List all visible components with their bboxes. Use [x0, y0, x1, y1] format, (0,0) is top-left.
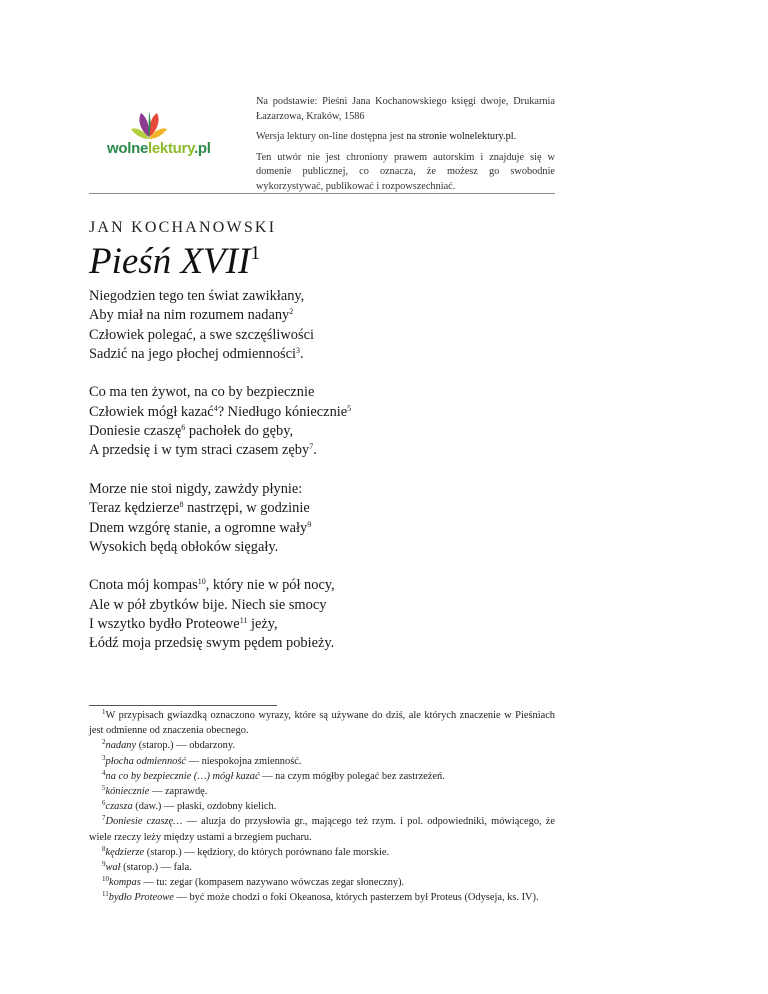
poem-line: Doniesie czaszę$^6$ pachołek do gęby,	[89, 423, 294, 440]
stanza	[89, 383, 549, 460]
author: JAN KOCHANOWSKI	[89, 219, 277, 236]
footnote	[89, 784, 555, 799]
footnote-term: na co by bezpiecznie (…) mógł kazać	[105, 770, 260, 782]
footnote-text: — być może chodzi o foki Okeanosa, których pasterzem był Proteus (Odyseja, ks. IV).	[173, 892, 539, 904]
footnote-ref[interactable]: 3	[296, 345, 301, 355]
footnote-ref[interactable]: 8	[179, 500, 184, 510]
footnote-text: — aluzja do przysłowia gr., mającego też rzym. i pol. odpowiedniki, mówiącego, że wiele rzeczy leży między ustami a brzegiem pucharu.	[89, 816, 555, 843]
poem-line: Wysokich będą obłoków sięgały.	[89, 538, 279, 555]
poem-line: Teraz kędzierze$^8$ nastrzępi, w godzinie	[89, 500, 310, 517]
stanza	[89, 480, 549, 557]
footnote-number: 6	[102, 799, 106, 808]
footnote-number: 11	[102, 890, 109, 899]
footnote-number: 5	[102, 784, 106, 793]
footnote-number: 3	[102, 753, 106, 762]
stanza	[89, 576, 549, 653]
footnote-text: — zaprawdę.	[149, 786, 208, 798]
poem-line: Ale w pół zbytków bije. Niech sie smocy	[89, 596, 327, 613]
poem-line: Niegodzien tego ten świat zawikłany,	[89, 288, 305, 304]
footnote-ref[interactable]: 7	[309, 442, 314, 452]
license-text: Ten utwór nie jest chroniony prawem autorskim i znajduje się w domenie publicznej, co oznacza, że możesz go swobodnie wykorzystywać, publikować i rozpowszechniać.	[256, 151, 555, 192]
footnote-text: (starop.) — obdarzony.	[136, 740, 235, 752]
footnote-text: (daw.) — płaski, ozdobny kielich.	[132, 801, 277, 813]
header	[89, 82, 555, 194]
logo-text: wolnelektury.pl	[107, 140, 211, 157]
footnote-term: kędzierze	[105, 846, 145, 858]
source-info	[256, 95, 555, 200]
footnote-text: — niespokojna zmienność.	[186, 755, 302, 767]
wolnelektury-link[interactable]: na stronie wolnelektury.pl	[406, 131, 514, 142]
footnote-number: 9	[102, 860, 106, 869]
footnote-number: 8	[102, 844, 106, 853]
footnote-divider	[89, 705, 277, 706]
footnote-term: bydło Proteowe	[108, 892, 174, 904]
poem-line: A przedsię i w tym straci czasem zęby$^7$.	[89, 442, 317, 459]
footnote-term: nadany	[105, 740, 137, 752]
footnote	[89, 845, 555, 860]
footnote-text: W przypisach gwiazdką oznaczono wyrazy, które są używane do dziś, ale których znaczenie w Pieśniach jest odmienne od znaczenia obecnego.	[89, 710, 555, 737]
poem-line: Człowiek polegać, a swe szczęśliwości	[89, 326, 314, 343]
footnote	[89, 875, 555, 890]
footnote-number: 7	[102, 814, 106, 823]
footnote-term: kóniecznie	[105, 786, 150, 798]
source-text: Na podstawie: Pieśni Jana Kochanowskiego księgi dwoje, Drukarnia Łazarzowa, Kraków, 1586	[256, 96, 555, 122]
footnote-text: — tu: zegar (kompasem nazywano wówczas zegar słoneczny).	[140, 877, 405, 889]
footnote-term: płocha odmienność	[105, 755, 187, 767]
poem-line: Cnota mój kompas$^{10}$, który nie w pół nocy,	[89, 577, 335, 594]
footnote	[89, 799, 555, 814]
footnote-ref[interactable]: 10	[197, 577, 206, 587]
footnote-term: wał	[105, 862, 121, 874]
poem-line: I wszytko bydło Proteowe$^{11}$ jeży,	[89, 616, 278, 633]
footnote-text: (starop.) — fala.	[120, 862, 192, 874]
footnote-ref[interactable]: 2	[289, 307, 294, 317]
footnote	[89, 708, 555, 738]
footnote-number: 4	[102, 768, 106, 777]
poem-line: Co ma ten żywot, na co by bezpiecznie	[89, 384, 315, 401]
footnote-text: (starop.) — kędziory, do których porównano fale morskie.	[144, 846, 390, 858]
footnote	[89, 754, 555, 769]
footnote	[89, 769, 555, 784]
poem-line: Człowiek mógł kazać$^4$? Niedługo kóniecznie$^5$	[89, 403, 352, 420]
footnote-ref[interactable]: 11	[239, 616, 248, 626]
footnote-ref[interactable]: 5	[347, 403, 352, 413]
footnote-term: Doniesie czaszę…	[105, 816, 183, 828]
poem-line: Łódź moja przedsię swym pędem pobieży.	[89, 635, 335, 652]
footnote	[89, 738, 555, 753]
footnote-ref[interactable]: 6	[181, 423, 186, 433]
footnote-ref[interactable]: 1	[250, 242, 261, 264]
poem-body	[89, 287, 549, 673]
online-version: Wersja lektury on-line dostępna jest na stronie wolnelektury.pl.	[256, 131, 517, 142]
footnote-term: kompas	[109, 877, 141, 889]
stanza	[89, 287, 549, 364]
footnote	[89, 860, 555, 875]
footnote-text: — na czym mógłby polegać bez zastrzeżeń.	[259, 770, 445, 782]
footnote-term: czasza	[105, 801, 133, 813]
flower-icon	[127, 109, 171, 143]
poem-line: Sadzić na jego płochej odmienności$^3$.	[89, 345, 304, 362]
poem-title: Pieśń XVII$^1$	[89, 241, 261, 282]
footnote	[89, 890, 555, 905]
footnotes	[89, 708, 555, 906]
footnote-number: 10	[102, 875, 109, 884]
footnote-ref[interactable]: 9	[307, 519, 312, 529]
footnote	[89, 814, 555, 844]
poem-line: Morze nie stoi nigdy, zawżdy płynie:	[89, 480, 303, 497]
footnote-number: 1	[102, 708, 106, 716]
footnote-ref[interactable]: 4	[213, 403, 218, 413]
poem-line: Dnem wzgórę stanie, a ogromne wały$^9$	[89, 519, 312, 536]
footnote-number: 2	[102, 738, 106, 747]
poem-line: Aby miał na nim rozumem nadany$^2$	[89, 307, 294, 324]
wolnelektury-logo[interactable]	[107, 109, 237, 157]
